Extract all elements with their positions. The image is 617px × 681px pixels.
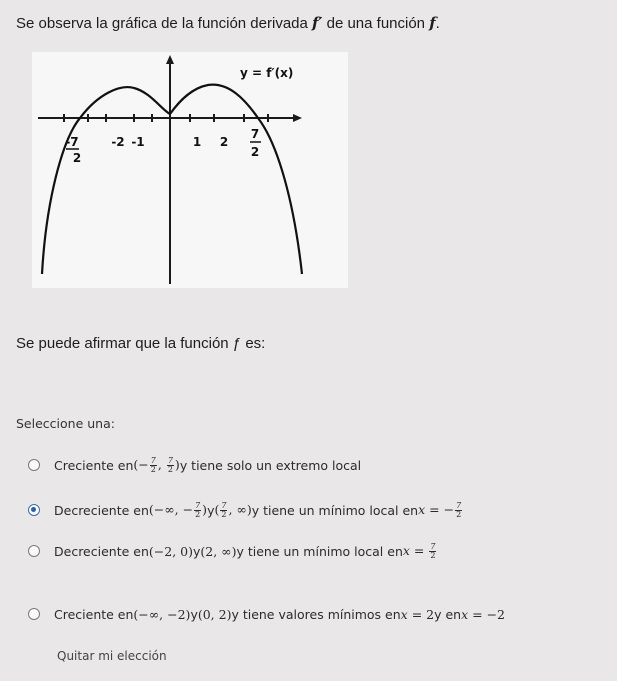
tick-label-neg-7-2-den: 2 bbox=[72, 151, 82, 165]
curve-label: y = f′(x) bbox=[240, 66, 294, 80]
tick-label-7-2-num: 7 bbox=[250, 127, 260, 141]
equation-1: x = 2 bbox=[400, 606, 435, 622]
question-text: Se observa la gráfica de la función derivada f′ de una función f. bbox=[16, 14, 440, 32]
radio-option-3[interactable] bbox=[28, 545, 40, 557]
tick-label-1: 1 bbox=[192, 135, 202, 149]
tick-label-neg-2: -2 bbox=[111, 135, 125, 149]
tick-label-neg-1: -1 bbox=[131, 135, 145, 149]
interval-1: (−∞, −2) bbox=[133, 606, 191, 622]
clear-choice-link[interactable]: Quitar mi elección bbox=[57, 649, 167, 663]
interval-2: ( $\frac{7}{2}$ , ∞) bbox=[214, 500, 252, 519]
select-one-label: Seleccione una: bbox=[16, 416, 115, 431]
tick-label-2: 2 bbox=[219, 135, 229, 149]
interval-1: (−2, 0) bbox=[148, 543, 193, 559]
interval-2: (2, ∞) bbox=[200, 543, 237, 559]
f-prime-symbol: f′ bbox=[312, 14, 323, 32]
radio-option-2[interactable] bbox=[28, 504, 40, 516]
equation: x = − $\frac{7}{2}$ bbox=[418, 500, 462, 519]
option-2[interactable]: Decreciente en (−∞, − $\frac{7}{2}$ ) y ( $\frac{7}{2}$ , ∞) y tiene un mínimo local en x = − $\frac{7}{2}$ bbox=[28, 499, 463, 521]
y-axis-arrow bbox=[166, 55, 174, 64]
equation-2: x = −2 bbox=[461, 606, 506, 622]
f-symbol: f bbox=[429, 14, 436, 32]
radio-option-1[interactable] bbox=[28, 459, 40, 471]
prompt-text: Se puede afirmar que la función ƒ es: bbox=[16, 335, 266, 352]
tick-label-7-2-den: 2 bbox=[250, 145, 260, 159]
option-1[interactable]: Creciente en (− $\frac{7}{2}$ , $\frac{7}{2}$ ) y tiene solo un extremo local bbox=[28, 454, 361, 476]
derivative-graph bbox=[32, 52, 348, 288]
option-3[interactable]: Decreciente en (−2, 0) y (2, ∞) y tiene un mínimo local en x = $\frac{7}{2}$ bbox=[28, 540, 437, 562]
equation: x = $\frac{7}{2}$ bbox=[402, 541, 436, 560]
interval-2: (0, 2) bbox=[197, 606, 232, 622]
radio-option-4[interactable] bbox=[28, 608, 40, 620]
interval: (− $\frac{7}{2}$ , $\frac{7}{2}$ ) bbox=[133, 455, 180, 474]
curve-right-branch bbox=[170, 85, 302, 274]
interval-1: (−∞, − $\frac{7}{2}$ ) bbox=[148, 500, 208, 519]
option-4[interactable]: Creciente en (−∞, −2) y (0, 2) y tiene valores mínimos en x = 2 y en x = −2 bbox=[28, 603, 505, 625]
tick-label-neg-7-2-num: -7 bbox=[65, 135, 79, 149]
x-axis-arrow bbox=[293, 114, 302, 122]
